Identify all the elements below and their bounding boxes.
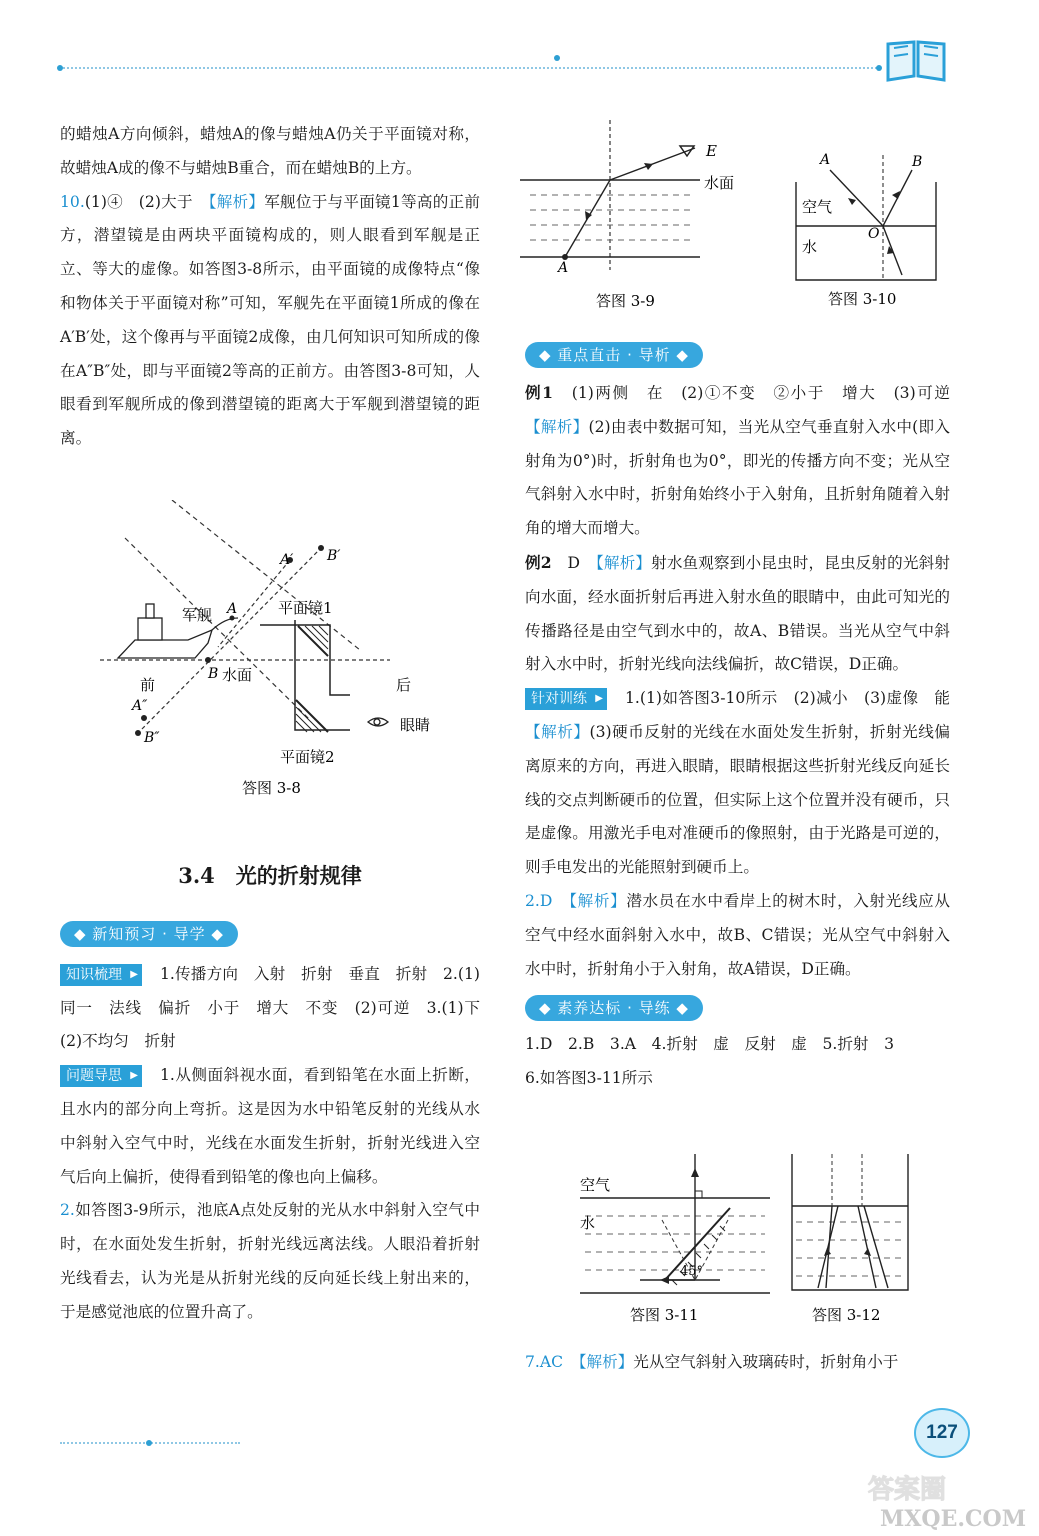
answer-text: (1)④ (2)大于 bbox=[84, 192, 193, 211]
figure-3-9 bbox=[520, 120, 770, 315]
example-label: 例2 bbox=[525, 552, 552, 572]
label-o: O bbox=[868, 226, 880, 242]
figure-3-12 bbox=[780, 1148, 910, 1328]
label-b-dprime: B″ bbox=[144, 730, 160, 746]
label-air: 空气 bbox=[580, 1176, 611, 1194]
label-a: A bbox=[227, 601, 238, 617]
header-dot bbox=[57, 65, 63, 71]
label-b: B bbox=[912, 154, 923, 170]
question-number: 7.AC bbox=[525, 1353, 564, 1371]
right-column bbox=[525, 376, 950, 1096]
svg-text:答案圈: 答案圈 bbox=[868, 1475, 947, 1505]
figure-3-11 bbox=[570, 1148, 780, 1328]
targeted-practice-2 bbox=[525, 885, 950, 986]
label-water: 水 bbox=[580, 1214, 596, 1232]
analysis-tag: 【 解析 】 bbox=[596, 554, 651, 572]
question-guide bbox=[60, 1059, 480, 1194]
analysis-text: 潜水员在水中看岸上的树木时，入射光线应从空气中经水面斜射入水中，故B、C错误；光从空气中斜射入水中时，折射角小于入射角，故A错误，D正确。 bbox=[525, 891, 950, 978]
question-number: 2.D bbox=[525, 891, 553, 910]
analysis-text: 光从空气斜射入玻璃砖时，折射角小于 bbox=[633, 1353, 899, 1371]
tag-zhendui: 针对训练 ▶ bbox=[525, 688, 607, 710]
example-label: 例1 bbox=[525, 383, 554, 402]
figure-3-10 bbox=[790, 140, 950, 315]
label-warship: 军舰 bbox=[182, 606, 213, 624]
label-e: E bbox=[706, 142, 717, 160]
page-number: 127 bbox=[914, 1408, 970, 1458]
right-column-tail bbox=[525, 1346, 950, 1380]
answer-paragraph: 的蜡烛A方向倾斜，蜡烛A的像与蜡烛A仍关于平面镜对称，故蜡烛A成的像不与蜡烛B重合，而在蜡烛B的上方。 bbox=[60, 125, 480, 177]
label-water-surface: 水面 bbox=[222, 666, 253, 684]
tag-wenti: 问题导思 ▶ bbox=[60, 1065, 142, 1087]
question-10 bbox=[60, 186, 480, 456]
figure-3-8 bbox=[100, 500, 480, 810]
label-a: A bbox=[820, 152, 831, 168]
open-book-icon bbox=[884, 36, 948, 84]
figure-caption: 答图 3-12 bbox=[812, 1306, 881, 1324]
left-column-lower bbox=[60, 918, 496, 1330]
banner-suyang: ◆ 素养达标 · 导练 ◆ bbox=[525, 995, 703, 1021]
knowledge-summary bbox=[60, 958, 496, 1059]
banner-zhongdian: ◆ 重点直击 · 导析 ◆ bbox=[525, 342, 703, 368]
question-number: 2. bbox=[60, 1201, 75, 1220]
knowledge-text: 2.(1)同一 法线 偏折 小于 增大 不变 bbox=[60, 964, 480, 1017]
analysis-tag: 【 解析 】 bbox=[569, 892, 626, 910]
header-rule bbox=[60, 67, 880, 69]
svg-text:MXQE.COM: MXQE.COM bbox=[880, 1506, 1027, 1532]
analysis-tag: 【 解析 】 bbox=[525, 418, 588, 436]
answer-text: 1.(1)如答图3-10所示 (2)减小 (3)虚像 能 bbox=[625, 689, 950, 708]
example-1 bbox=[525, 376, 950, 546]
label-a-dprime: A″ bbox=[132, 698, 148, 714]
label-water: 水 bbox=[802, 238, 818, 256]
label-air: 空气 bbox=[802, 198, 833, 216]
analysis-tag: 【 解析 】 bbox=[525, 723, 589, 741]
tag-zhishi: 知识梳理 ▶ bbox=[60, 964, 142, 986]
analysis-tag: 【 解析 】 bbox=[579, 1353, 634, 1371]
practice-answers: 1.D 2.B 3.A 4.折射 虚 反射 虚 5.折射 3 bbox=[525, 1035, 895, 1054]
analysis-tag: 【 解析 】 bbox=[209, 193, 265, 211]
figure-caption: 答图 3-10 bbox=[828, 290, 897, 308]
guide-text: 如答图3-9所示，池底A点处反射的光从水中斜射入空气中时，在水面处发生折射，折射光线远离法线。人眼沿着折射光线看去，认为光是从折射光线的反向延长线上射出来的，于是感觉池底的位置升高了。 bbox=[60, 1201, 480, 1321]
figure-caption: 答图 3-8 bbox=[242, 779, 301, 797]
figure-caption: 答图 3-9 bbox=[596, 292, 655, 310]
question-guide-2 bbox=[60, 1194, 480, 1329]
header-dot bbox=[554, 55, 560, 61]
label-eye: 眼睛 bbox=[400, 716, 431, 734]
question-number: 10. bbox=[60, 192, 85, 211]
left-column bbox=[60, 118, 480, 456]
footer-dot bbox=[146, 1440, 152, 1446]
section-title: 3.4 光的折射规律 bbox=[178, 863, 362, 888]
label-a-prime: A′ bbox=[280, 552, 294, 568]
label-angle: 45° bbox=[680, 1264, 704, 1279]
banner-zhongdian-wrap bbox=[525, 342, 703, 368]
label-water-surface: 水面 bbox=[704, 174, 735, 192]
analysis-text: 射水鱼观察到小昆虫时，昆虫反射的光斜射向水面，经水面折射后再进入射水鱼的眼睛中，由此可知光的传播路径是由空气到水中的，故A、B错误。当光从空气中斜射入水中时，折射光线向法线偏折，故C错误，D正确。 bbox=[525, 553, 950, 674]
guide-text: 1.从侧面斜视水面，看到铅笔在水面上折断，且水内的部分向上弯折。这是因为水中铅笔反射的光线从水中斜射入空气中时，光线在水面发生折射，折射光线进入空气后向上偏折，使得看到铅笔的像也向上偏移。 bbox=[60, 1066, 480, 1186]
label-front: 前 bbox=[140, 676, 156, 694]
figure-caption: 答图 3-11 bbox=[630, 1306, 699, 1324]
label-mirror1: 平面镜1 bbox=[278, 599, 333, 617]
targeted-practice-1 bbox=[525, 682, 950, 885]
knowledge-text: (2)可逆 bbox=[354, 998, 411, 1017]
analysis-text: (2)由表中数据可知，当光从空气垂直射入水中(即入射角为0°)时，折射角也为0°，即光的传播方向不变；光从空气斜射入水中时，折射角始终小于入射角，且折射角随着入射角的增大而增大。 bbox=[525, 417, 950, 538]
analysis-text: 军舰位于与平面镜1等高的正前方，潜望镜是由两块平面镜构成的，则人眼看到军舰是正立、等大的虚像。如答图3-8所示，由平面镜的成像特点“像和物体关于平面镜对称”可知，军舰先在平面镜1所成的像在A′B′处，这个像再与平面镜2成像，由几何知识可知所成的像在A″B″处，即与平面镜2等高的正前方。由答图3-8可知，人眼看到军舰所成的像到潜望镜的距离大于军舰到潜望镜的距离。 bbox=[60, 192, 480, 448]
practice-answer-6: 6.如答图3-11所示 bbox=[525, 1068, 653, 1087]
analysis-text: (3)硬币反射的光线在水面处发生折射，折射光线偏离原来的方向，再进入眼睛，眼睛根据这些折射光线反向延长线的交点判断硬币的位置，但实际上这个位置并没有硬币，只是虚像。用激光手电对准硬币的像照射，由于光路是可逆的，则手电发出的光能照射到硬币上。 bbox=[525, 722, 950, 877]
label-a: A bbox=[558, 260, 569, 276]
knowledge-text: 1.传播方向 入射 折射 垂直 折射 bbox=[160, 964, 428, 983]
example-2 bbox=[525, 546, 950, 682]
knowledge-text: 3.(1)下 (2)不均匀 折射 bbox=[60, 998, 496, 1051]
practice-answer-7 bbox=[525, 1346, 950, 1380]
answer-text: D bbox=[567, 553, 580, 572]
watermark-logo bbox=[862, 1468, 1032, 1532]
label-mirror2: 平面镜2 bbox=[280, 748, 335, 766]
label-b: B bbox=[208, 666, 219, 682]
header-dot bbox=[876, 65, 882, 71]
label-b-prime: B′ bbox=[327, 548, 341, 564]
label-back: 后 bbox=[396, 676, 412, 694]
answer-text: (1)两侧 在 (2)①不变 ②小于 增大 (3)可逆 bbox=[571, 384, 950, 402]
page-number-badge bbox=[902, 1400, 980, 1462]
banner-xinzhi: ◆ 新知预习 · 导学 ◆ bbox=[60, 921, 238, 947]
